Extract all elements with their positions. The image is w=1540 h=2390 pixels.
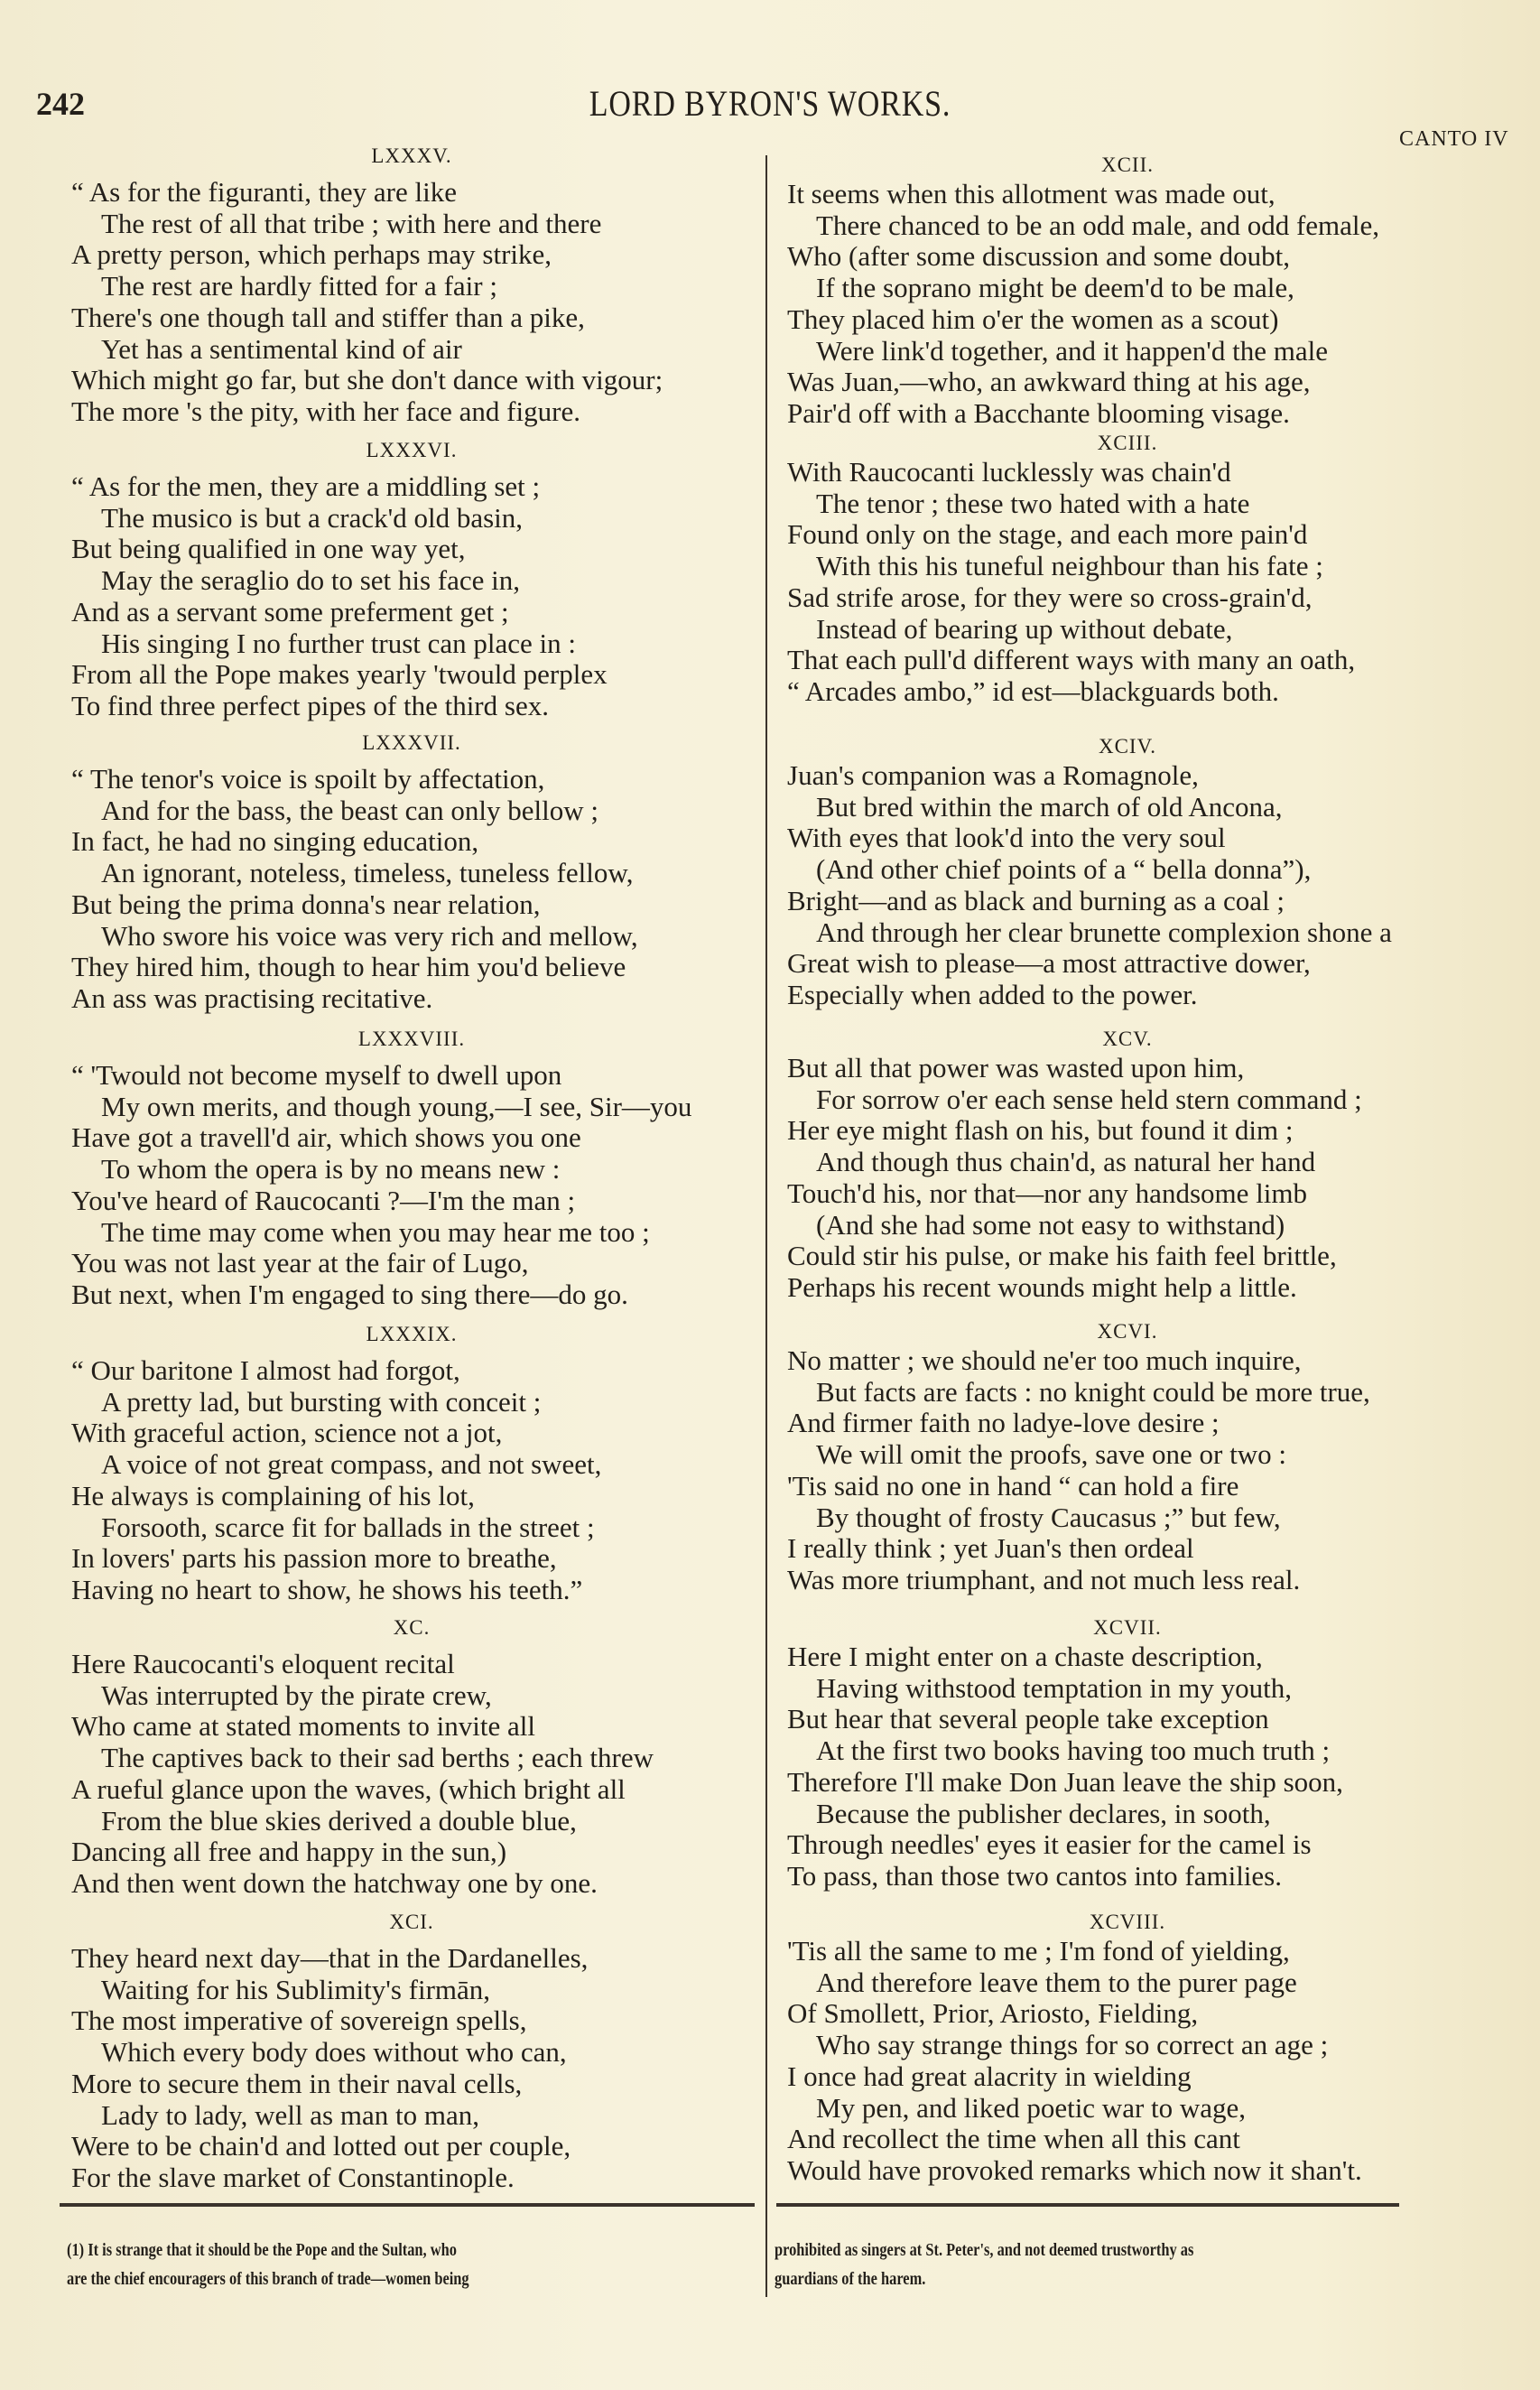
canto-label: CANTO IV [1399,127,1509,151]
verse-line: A voice of not great compass, and not sweet, [101,1448,602,1481]
footnote-rule-right [776,2203,1399,2207]
stanza-number: XCI. [389,1911,434,1933]
verse-line: But hear that several people take exception [787,1703,1269,1735]
verse-line: “ Our baritone I almost had forgot, [71,1354,460,1386]
verse-line: To find three perfect pipes of the third sex. [71,689,549,721]
verse-line: Therefore I'll make Don Juan leave the ship soon, [787,1765,1343,1798]
verse-line: He always is complaining of his lot, [71,1479,475,1511]
verse-line: But bred within the march of old Ancona, [816,790,1283,823]
verse-line: You've heard of Raucocanti ?—I'm the man ; [71,1184,576,1216]
verse-line: Juan's companion was a Romagnole, [787,759,1199,791]
verse-line: With graceful action, science not a jot, [71,1417,503,1449]
verse-line: Forsooth, scarce fit for ballads in the street ; [101,1511,595,1543]
verse-line: 'Tis all the same to me ; I'm fond of yielding, [787,1935,1290,1967]
verse-line: My pen, and liked poetic war to wage, [816,2091,1247,2124]
verse-line: We will omit the proofs, save one or two : [816,1438,1286,1471]
verse-line: Bright—and as black and burning as a coal ; [787,884,1285,916]
running-title: LORD BYRON'S WORKS. [589,83,951,124]
verse-line: No matter ; we should ne'er too much inquire, [787,1344,1302,1376]
verse-line: And as a servant some preferment get ; [71,595,509,628]
verse-line: Especially when added to the power. [787,978,1198,1010]
verse-line: To whom the opera is by no means new : [101,1153,561,1186]
verse-line: Could stir his pulse, or make his faith feel brittle, [787,1240,1337,1272]
verse-line: There's one though tall and stiffer than a pike, [71,301,585,333]
verse-line: Who came at stated moments to invite all [71,1710,535,1743]
verse-line: Was more triumphant, and not much less real. [787,1563,1301,1595]
verse-line: Which every body does without who can, [101,2036,567,2069]
verse-line: Lady to lady, well as man to man, [101,2098,479,2131]
verse-line: (And other chief points of a “ bella donna”), [816,853,1312,886]
verse-line: And then went down the hatchway one by one. [71,1866,598,1899]
verse-line: They hired him, though to hear him you'd believe [71,951,626,983]
verse-line: Through needles' eyes it easier for the camel is [787,1828,1312,1861]
verse-line: Have got a travell'd air, which shows you one [71,1121,581,1154]
verse-line: But all that power was wasted upon him, [787,1052,1245,1083]
verse-line: In fact, he had no singing education, [71,825,479,858]
verse-line: Found only on the stage, and each more pain'd [787,518,1308,551]
verse-line: And therefore leave them to the purer page [816,1966,1297,1998]
verse-line: Pair'd off with a Bacchante blooming visage. [787,396,1290,429]
footnote-left-line: are the chief encouragers of this branch of trade—women being [67,2269,469,2289]
verse-line: Perhaps his recent wounds might help a little. [787,1270,1297,1303]
verse-line: May the seraglio do to set his face in, [101,564,521,597]
verse-line: The rest are hardly fitted for a fair ; [101,270,497,302]
verse-line: The most imperative of sovereign spells, [71,2004,527,2037]
verse-line: The captives back to their sad berths ; each threw [101,1742,654,1774]
verse-line: Having no heart to show, he shows his teeth.” [71,1573,583,1605]
stanza-number: LXXXIX. [366,1323,458,1345]
verse-line: Here Raucocanti's eloquent recital [71,1648,455,1679]
verse-line: “ Arcades ambo,” id est—blackguards both. [787,674,1279,707]
stanza-number: LXXXVIII. [357,1028,466,1050]
verse-line: Would have provoked remarks which now it shan't. [787,2153,1362,2186]
verse-line: For sorrow o'er each sense held stern command ; [816,1083,1362,1115]
verse-line: It seems when this allotment was made out, [787,178,1276,209]
verse-line: From the blue skies derived a double blue, [101,1804,577,1837]
verse-line: “ The tenor's voice is spoilt by affectation, [71,763,545,795]
verse-line: With Raucocanti lucklessly was chain'd [787,456,1231,488]
verse-line: Sad strife arose, for they were so cross-grain'd, [787,581,1313,613]
verse-line: Dancing all free and happy in the sun,) [71,1836,507,1868]
verse-line: A pretty lad, but bursting with conceit ; [101,1385,542,1418]
verse-line: More to secure them in their naval cells, [71,2067,523,2099]
verse-line: You was not last year at the fair of Lugo, [71,1247,529,1279]
stanza-number: XCVII. [1093,1616,1162,1639]
verse-line: They placed him o'er the women as a scout) [787,302,1279,335]
verse-line: And through her clear brunette complexion shone a [816,916,1392,948]
verse-line: The musico is but a crack'd old basin, [101,501,524,534]
verse-line: But being qualified in one way yet, [71,533,466,565]
verse-line: And recollect the time when all this cant [787,2123,1240,2155]
verse-line: They heard next day—that in the Dardanelles, [71,1942,589,1974]
verse-line: “ 'Twould not become myself to dwell upon [71,1059,562,1091]
verse-line: “ As for the figuranti, they are like [71,176,457,208]
stanza-number: LXXXV. [371,144,452,167]
verse-line: The rest of all that tribe ; with here and there [101,207,602,239]
verse-line: I once had great alacrity in wielding [787,2060,1192,2092]
stanza-number: XCIII. [1097,432,1158,454]
verse-line: Having withstood temptation in my youth, [816,1671,1292,1704]
verse-line: But being the prima donna's near relation, [71,888,541,920]
stanza-number: XCII. [1100,153,1155,176]
verse-line: Touch'd his, nor that—nor any handsome limb [787,1176,1307,1209]
verse-line: “ As for the men, they are a middling set ; [71,470,541,502]
verse-line: By thought of frosty Caucasus ;” but few, [816,1501,1281,1533]
footnote-left-line: (1) It is strange that it should be the Pope and the Sultan, who [67,2240,457,2260]
stanza-number: XCVI. [1097,1320,1158,1343]
verse-line: A pretty person, which perhaps may strike, [71,238,552,271]
verse-line: Were link'd together, and it happen'd the male [816,334,1328,367]
verse-line: But facts are facts : no knight could be more true, [816,1375,1370,1408]
verse-line: My own merits, and though young,—I see, Sir—you [101,1090,692,1122]
verse-line: If the soprano might be deem'd to be male, [816,272,1294,304]
verse-line: His singing I no further trust can place in : [101,627,577,659]
column-divider [765,155,767,2297]
stanza-number: LXXXVI. [366,439,458,461]
verse-line: In lovers' parts his passion more to breathe, [71,1542,557,1575]
verse-line: Of Smollett, Prior, Ariosto, Fielding, [787,1997,1199,2030]
footnote-right-line: prohibited as singers at St. Peter's, and not deemed trustworthy as [775,2240,1194,2260]
verse-line: And for the bass, the beast can only bellow ; [101,794,598,826]
page-number: 242 [36,86,85,122]
verse-line: Here I might enter on a chaste description, [787,1641,1263,1672]
verse-line: The more 's the pity, with her face and figure. [71,395,580,427]
verse-line: 'Tis said no one in hand “ can hold a fire [787,1469,1239,1502]
footnote-rule-left [60,2203,755,2207]
verse-line: An ignorant, noteless, timeless, tuneless fellow, [101,857,634,889]
verse-line: That each pull'd different ways with many an oath, [787,644,1356,676]
verse-line: Were to be chain'd and lotted out per couple, [71,2130,571,2162]
verse-line: From all the Pope makes yearly 'twould perplex [71,658,608,691]
verse-line: But next, when I'm engaged to sing there—do go. [71,1278,628,1310]
footnote-right-line: guardians of the harem. [775,2269,926,2289]
verse-line: And though thus chain'd, as natural her hand [816,1146,1316,1178]
stanza-number: XCVIII. [1089,1911,1166,1933]
verse-line: I really think ; yet Juan's then ordeal [787,1532,1194,1565]
verse-line: The time may come when you may hear me too ; [101,1215,650,1248]
verse-line: Was Juan,—who, an awkward thing at his age, [787,366,1311,398]
verse-line: To pass, than those two cantos into families. [787,1859,1282,1892]
verse-line: Great wish to please—a most attractive dower, [787,947,1311,980]
stanza-number: XC. [393,1616,431,1639]
verse-line: Who swore his voice was very rich and mellow, [101,919,638,952]
verse-line: Because the publisher declares, in sooth, [816,1797,1271,1829]
verse-line: Yet has a sentimental kind of air [101,332,462,365]
verse-line: Waiting for his Sublimity's firmān, [101,1973,491,2005]
verse-line: (And she had some not easy to withstand) [816,1208,1285,1241]
verse-line: Who say strange things for so correct an age ; [816,2029,1329,2061]
verse-line: A rueful glance upon the waves, (which bright all [71,1772,626,1805]
verse-line: Was interrupted by the pirate crew, [101,1679,492,1711]
verse-line: Which might go far, but she don't dance with vigour; [71,364,663,396]
verse-line: With this his tuneful neighbour than his fate ; [816,550,1323,582]
stanza-number: LXXXVII. [362,731,461,754]
verse-line: An ass was practising recitative. [71,981,433,1014]
verse-line: At the first two books having too much truth ; [816,1734,1331,1767]
verse-line: Instead of bearing up without debate, [816,612,1233,645]
stanza-number: XCV. [1102,1028,1153,1050]
verse-line: With eyes that look'd into the very soul [787,822,1226,854]
verse-line: Her eye might flash on his, but found it dim ; [787,1114,1294,1147]
verse-line: Who (after some discussion and some doubt, [787,240,1291,273]
verse-line: For the slave market of Constantinople. [71,2161,515,2193]
verse-line: The tenor ; these two hated with a hate [816,487,1250,519]
stanza-number: XCIV. [1098,735,1156,758]
verse-line: There chanced to be an odd male, and odd female, [816,209,1380,241]
verse-line: And firmer faith no ladye-love desire ; [787,1407,1220,1439]
